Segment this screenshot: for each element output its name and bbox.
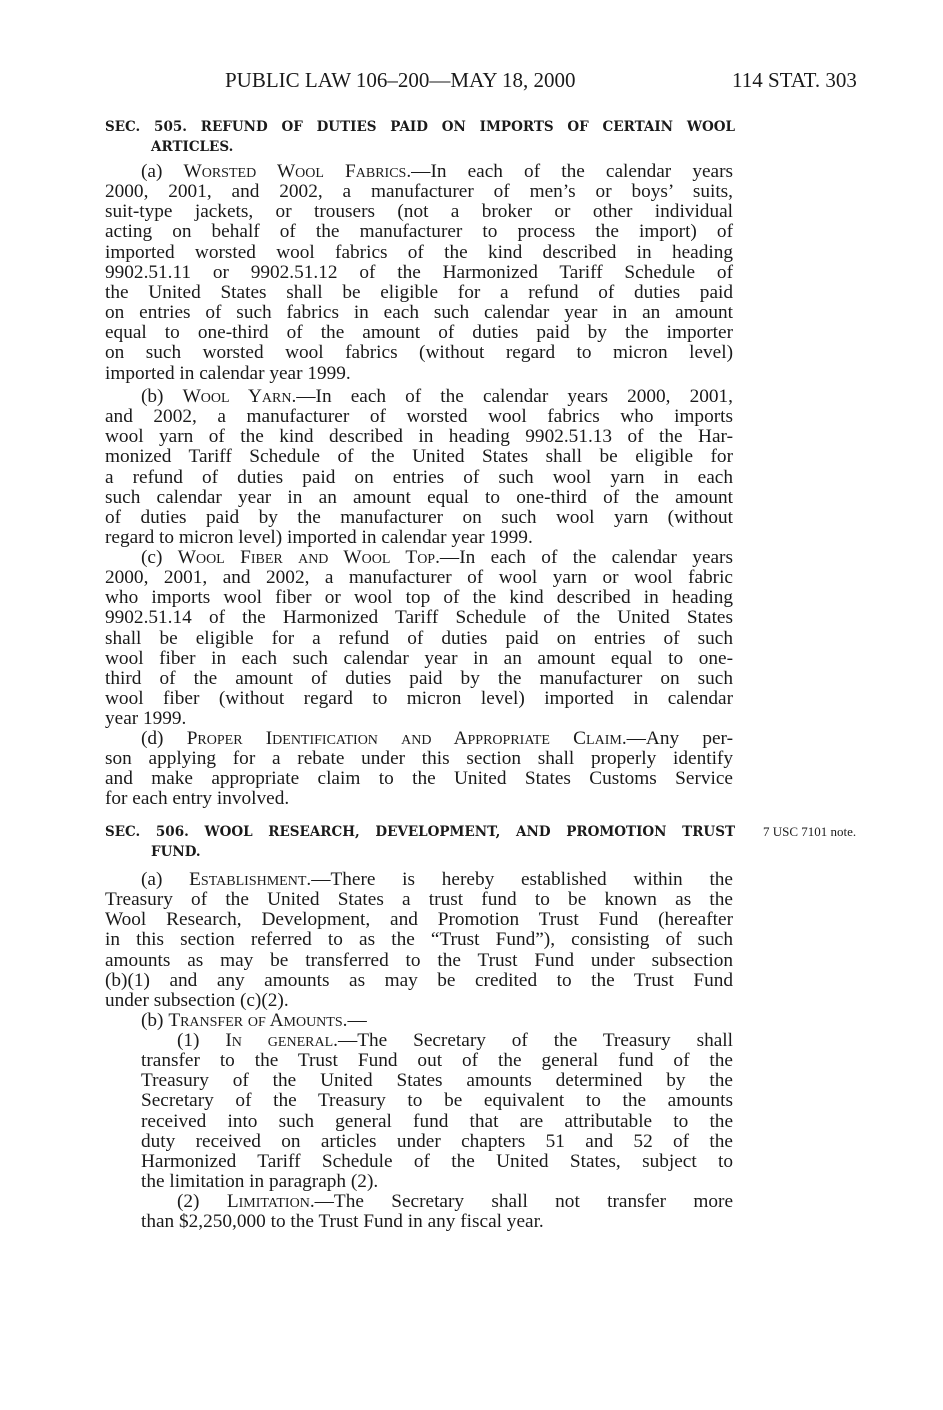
- paragraph-line: than $2,250,000 to the Trust Fund in any fiscal year.: [141, 1211, 544, 1233]
- paragraph-heading: Transfer of Amounts: [168, 1010, 343, 1031]
- paragraph-heading: Proper Identification and Appropriate Claim: [186, 728, 622, 749]
- page-header-title: PUBLIC LAW 106–200—MAY 18, 2000: [225, 68, 576, 92]
- paragraph-line: imported in calendar year 1999.: [105, 362, 351, 384]
- paragraph-text: (d): [141, 728, 187, 749]
- sec-506-b1: [141, 1031, 733, 1192]
- paragraph-heading: Limitation: [226, 1191, 310, 1212]
- paragraph-heading: Wool Fiber and Wool Top: [177, 547, 436, 568]
- paragraph-line: suit-type jackets, or trousers (not a broker or other individual: [105, 201, 733, 223]
- paragraph-first-line: [105, 870, 733, 890]
- sec-505-b: [105, 387, 733, 548]
- paragraph-line: the limitation in paragraph (2).: [141, 1171, 379, 1193]
- paragraph-line: wool fiber in each such calendar year in an amount equal to one-: [105, 647, 733, 669]
- paragraph-text: (2): [177, 1191, 227, 1212]
- paragraph-line: on such worsted wool fabrics (without regard to micron level): [105, 342, 733, 364]
- paragraph-line: who imports wool fiber or wool top of the kind described in heading: [105, 587, 733, 609]
- paragraph-heading: Wool Yarn: [182, 386, 292, 407]
- paragraph-line: duty received on articles under chapters 51 and 52 of the: [141, 1130, 733, 1152]
- paragraph-line: Secretary of the Treasury to be equivalent to the amounts: [141, 1090, 733, 1112]
- paragraph-line: Wool Research, Development, and Promotion Trust Fund (hereafter: [105, 909, 733, 931]
- sec-506-b: [105, 1011, 733, 1031]
- paragraph-line: a refund of duties paid on entries of such wool yarn in each: [105, 466, 733, 488]
- paragraph-line: year 1999.: [105, 708, 187, 730]
- paragraph-text: .—In each of the calendar years 2000, 2001,: [291, 386, 733, 407]
- sec-506-a: [105, 870, 733, 1011]
- paragraph-line: of duties paid by the manufacturer on such wool yarn (without: [105, 506, 733, 528]
- heading-line: ARTICLES.: [151, 139, 234, 155]
- paragraph-line: son applying for a rebate under this section shall properly identify: [105, 748, 733, 770]
- paragraph-line: the United States shall be eligible for a refund of duties paid: [105, 281, 733, 303]
- paragraph-line: in this section referred to as the “Trust Fund”), consisting of such: [105, 929, 733, 951]
- sec-505-a: [105, 162, 733, 384]
- paragraph-text: (a): [141, 161, 184, 182]
- paragraph-line: Treasury of the United States a trust fund to be known as the: [105, 889, 733, 911]
- paragraph-line: wool yarn of the kind described in heading 9902.51.13 of the Har-: [105, 426, 733, 448]
- paragraph-first-line: [105, 1011, 733, 1031]
- paragraph-line: and make appropriate claim to the United States Customs Service: [105, 768, 733, 790]
- paragraph-first-line: [105, 387, 733, 407]
- paragraph-line: (b)(1) and any amounts as may be credited to the Trust Fund: [105, 969, 733, 991]
- paragraph-line: acting on behalf of the manufacturer to process the import) of: [105, 221, 733, 243]
- paragraph-text: (b): [141, 386, 183, 407]
- page-header-stat: 114 STAT. 303: [732, 68, 857, 92]
- paragraph-line: shall be eligible for a refund of duties paid on entries of such: [105, 627, 733, 649]
- paragraph-line: 9902.51.14 of the Harmonized Tariff Schedule of the United States: [105, 607, 733, 629]
- paragraph-line: Harmonized Tariff Schedule of the United States, subject to: [141, 1150, 733, 1172]
- sec-505-heading: [105, 117, 735, 157]
- paragraph-line: monized Tariff Schedule of the United States shall be eligible for: [105, 446, 733, 468]
- paragraph-text: .—: [342, 1010, 367, 1031]
- paragraph-line: under subsection (c)(2).: [105, 989, 289, 1011]
- sec-505-c: [105, 548, 733, 729]
- paragraph-line: 2000, 2001, and 2002, a manufacturer of men’s or boys’ suits,: [105, 181, 733, 203]
- sec-505-d: [105, 729, 733, 810]
- paragraph-first-line: [105, 548, 733, 568]
- paragraph-text: (c): [141, 547, 178, 568]
- sec-506-heading: [105, 822, 735, 862]
- paragraph-heading: In general: [225, 1030, 334, 1051]
- heading-line: FUND.: [151, 844, 201, 860]
- paragraph-heading: Worsted Wool Fabrics: [183, 161, 407, 182]
- paragraph-line: wool fiber (without regard to micron level) imported in calendar: [105, 688, 733, 710]
- paragraph-line: received into such general fund that are attributable to the: [141, 1110, 733, 1132]
- sec-506-b2: [141, 1192, 733, 1232]
- paragraph-line: 2000, 2001, and 2002, a manufacturer of wool yarn or wool fabric: [105, 567, 733, 589]
- paragraph-text: (b): [141, 1010, 169, 1031]
- paragraph-first-line: [141, 1031, 733, 1051]
- paragraph-line: imported worsted wool fabrics of the kind described in heading: [105, 241, 733, 263]
- paragraph-line: transfer to the Trust Fund out of the general fund of the: [141, 1050, 733, 1072]
- paragraph-first-line: [105, 162, 733, 182]
- paragraph-line: regard to micron level) imported in calendar year 1999.: [105, 527, 533, 549]
- paragraph-heading: Establishment: [189, 869, 307, 890]
- margin-note: 7 USC 7101 note.: [763, 824, 857, 839]
- paragraph-line: 9902.51.11 or 9902.51.12 of the Harmonized Tariff Schedule of: [105, 261, 733, 283]
- paragraph-line: equal to one-third of the amount of duties paid by the importer: [105, 322, 733, 344]
- paragraph-line: on entries of such fabrics in each such calendar year in an amount: [105, 302, 733, 324]
- paragraph-text: .—There is hereby established within the: [306, 869, 733, 890]
- paragraph-text: (1): [177, 1030, 226, 1051]
- paragraph-line: for each entry involved.: [105, 788, 290, 810]
- paragraph-line: amounts as may be transferred to the Trust Fund under subsection: [105, 949, 733, 971]
- paragraph-first-line: [105, 729, 733, 749]
- paragraph-text: .—Any per-: [621, 728, 733, 749]
- paragraph-text: .—The Secretary of the Treasury shall: [333, 1030, 733, 1051]
- paragraph-line: and 2002, a manufacturer of worsted wool fabrics who imports: [105, 406, 733, 428]
- paragraph-line: Treasury of the United States amounts determined by the: [141, 1070, 733, 1092]
- paragraph-line: such calendar year in an amount equal to one-third of the amount: [105, 486, 733, 508]
- heading-line: SEC. 505. REFUND OF DUTIES PAID ON IMPORTS OF CERTAIN WOOL: [105, 119, 735, 135]
- paragraph-line: third of the amount of duties paid by the manufacturer on such: [105, 667, 733, 689]
- paragraph-first-line: [141, 1192, 733, 1212]
- paragraph-text: (a): [141, 869, 190, 890]
- paragraph-text: .—The Secretary shall not transfer more: [309, 1191, 733, 1212]
- paragraph-text: .—In each of the calendar years: [406, 161, 733, 182]
- heading-line: SEC. 506. WOOL RESEARCH, DEVELOPMENT, AND PROMOTION TRUST: [105, 824, 735, 840]
- paragraph-text: .—In each of the calendar years: [435, 547, 733, 568]
